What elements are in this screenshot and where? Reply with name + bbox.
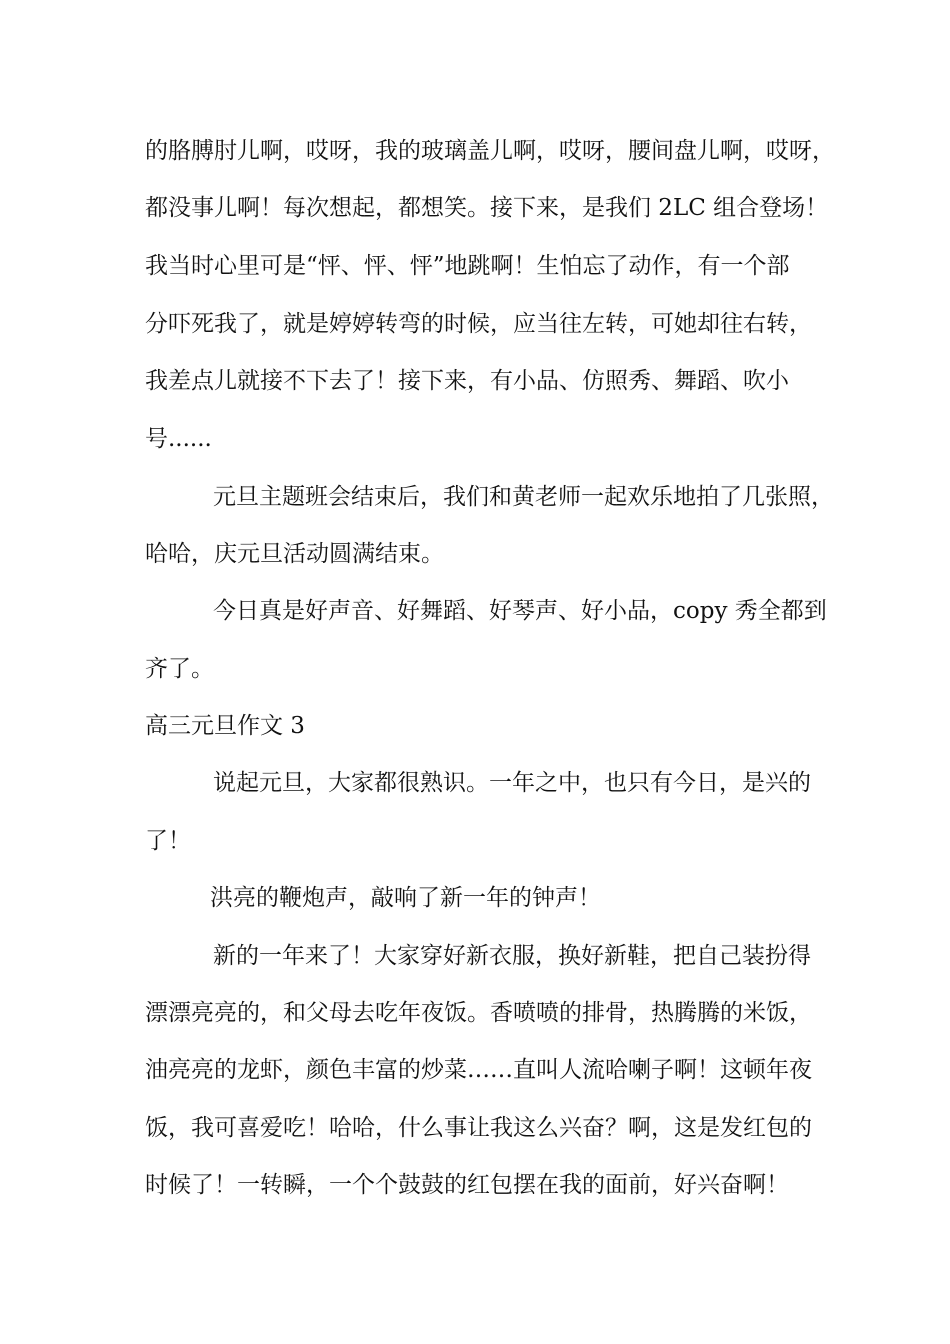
paragraph-start-line: 新的一年来了！大家穿好新衣服，换好新鞋，把自己装扮得 (213, 943, 811, 969)
text-line: 漂漂亮亮的，和父母去吃年夜饭。香喷喷的排骨，热腾腾的米饭， (145, 1000, 812, 1026)
text-line: 的胳膊肘儿啊，哎呀，我的玻璃盖儿啊，哎呀，腰间盘儿啊，哎呀， (145, 138, 835, 164)
text-line: 号...... (145, 426, 212, 452)
text-line: 了！ (145, 828, 191, 854)
text-line: 分吓死我了，就是婷婷转弯的时候，应当往左转，可她却往右转， (145, 311, 812, 337)
paragraph-start-line: 元旦主题班会结束后，我们和黄老师一起欢乐地拍了几张照， (213, 484, 834, 510)
text-line: 时候了！一转瞬，一个个鼓鼓的红包摆在我的面前，好兴奋啊！ (145, 1172, 789, 1198)
text-line: 我当时心里可是“怦、怦、怦”地跳啊！生怕忘了动作，有一个部 (145, 253, 790, 279)
text-line: 齐了。 (145, 656, 214, 682)
paragraph-start-line: 今日真是好声音、好舞蹈、好琴声、好小品，copy 秀全都到 (213, 598, 827, 624)
paragraph-start-line: 说起元旦，大家都很熟识。一年之中，也只有今日，是兴的 (213, 770, 811, 796)
text-line: 饭，我可喜爱吃！哈哈，什么事让我这么兴奋？啊，这是发红包的 (145, 1115, 812, 1141)
paragraph-start-line: 洪亮的鞭炮声，敲响了新一年的钟声！ (210, 885, 601, 911)
text-line: 哈哈，庆元旦活动圆满结束。 (145, 541, 444, 567)
text-line: 我差点儿就接不下去了！接下来，有小品、仿照秀、舞蹈、吹小 (145, 368, 789, 394)
section-heading: 高三元旦作文 3 (145, 713, 305, 739)
text-line: 都没事儿啊！每次想起，都想笑。接下来，是我们 2LC 组合登场！ (145, 195, 829, 221)
text-line: 油亮亮的龙虾，颜色丰富的炒菜……直叫人流哈喇子啊！这顿年夜 (145, 1057, 812, 1083)
